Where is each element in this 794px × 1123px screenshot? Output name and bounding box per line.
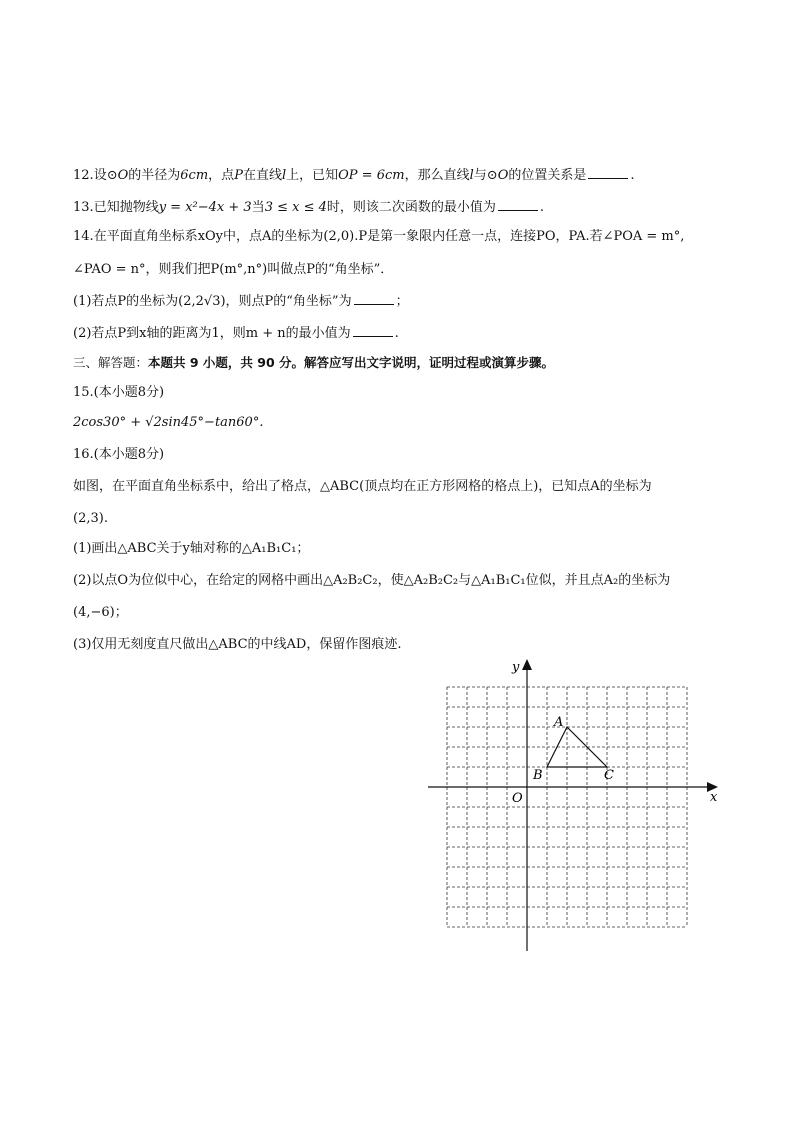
- math: l: [469, 168, 474, 183]
- question-15-expr: [73, 414, 263, 432]
- question-16-sub-2: [73, 572, 670, 590]
- text: 在直线: [242, 168, 282, 183]
- grid-lines: [447, 687, 687, 927]
- math: O: [117, 168, 129, 183]
- question-number: 14.: [73, 229, 94, 244]
- math: l: [281, 168, 287, 183]
- math: y = x²−4x + 3: [158, 200, 252, 215]
- question-12: [73, 166, 635, 185]
- answer-blank: [498, 198, 538, 211]
- text: ，点: [208, 168, 235, 183]
- section-label: 三、解答题：: [73, 355, 149, 370]
- math: O: [497, 168, 509, 183]
- question-16-line-1: [73, 478, 652, 496]
- question-16-sub-2b: [73, 604, 128, 622]
- x-axis-label: x: [710, 790, 718, 805]
- vertex-label-a: A: [554, 715, 564, 730]
- text: (1)若点P的坐标为(2,2√3)，则点P的“角坐标”为: [73, 294, 352, 309]
- math-expression: 2cos30° + √2sin45°−tan60°.: [73, 415, 264, 430]
- text: .: [539, 200, 545, 215]
- text: 设⊙: [93, 168, 118, 183]
- question-14-line-2: [73, 261, 393, 279]
- triangle-abc: [532, 715, 614, 783]
- text: 的位置关系是: [508, 168, 587, 183]
- answer-blank: [353, 324, 393, 337]
- question-heading: 16.(本小题8分): [73, 447, 165, 462]
- answer-blank: [354, 292, 394, 305]
- vertex-label-c: C: [604, 768, 614, 783]
- question-14-sub-1: [73, 292, 409, 311]
- text: 在平面直角坐标系xOy中，点A的坐标为(2,0).P是第一象限内任意一点，连接PO，PA.若∠POA = m°,: [93, 229, 685, 244]
- text: 当: [251, 200, 265, 215]
- y-axis-arrow: [522, 659, 532, 670]
- question-16-sub-1: [73, 540, 309, 558]
- math: OP = 6cm: [338, 168, 405, 183]
- vertex-label-b: B: [533, 768, 543, 783]
- text: 的半径为: [128, 168, 181, 183]
- math: 6cm: [180, 168, 209, 183]
- question-16-head: [73, 446, 164, 464]
- math: P: [234, 168, 243, 183]
- section-instructions: 本题共 9 小题，共 90 分。解答应写出文字说明，证明过程或演算步骤。: [148, 355, 555, 370]
- question-number: 13.: [73, 200, 94, 215]
- text: 时，则该二次函数的最小值为: [326, 200, 496, 215]
- question-number: 12.: [73, 168, 94, 183]
- math: 3 ≤ x ≤ 4: [264, 200, 327, 215]
- text: .: [394, 326, 399, 341]
- text: ∠PAO = n°，则我们把P(m°,n°)叫做点P的“角坐标”．: [73, 262, 394, 277]
- text: ，那么直线: [404, 168, 470, 183]
- question-16-line-2: [73, 510, 108, 528]
- text: (1)画出△ABC关于y轴对称的△A₁B₁C₁；: [73, 541, 310, 556]
- text: 已知抛物线: [93, 200, 159, 215]
- answer-blank: [588, 166, 628, 179]
- text: (2,3).: [73, 511, 108, 526]
- text: 如图，在平面直角坐标系中，给出了格点，△ABC(顶点均在正方形网格的格点上)，已知点A的坐标为: [73, 479, 652, 494]
- question-heading: 15.(本小题8分): [73, 385, 165, 400]
- text: 与⊙: [473, 168, 498, 183]
- text: .: [630, 168, 635, 183]
- text: (2)以点O为位似中心，在给定的网格中画出△A₂B₂C₂，使△A₂B₂C₂与△A₁B₁C₁位似，并且点A₂的坐标为: [73, 573, 671, 588]
- question-13: [73, 198, 544, 217]
- question-16-sub-3: [73, 636, 402, 654]
- question-14-sub-2: [73, 324, 399, 343]
- question-14-line-1: [73, 228, 684, 246]
- section-3-header: [73, 354, 554, 373]
- text: (3)仅用无刻度直尺做出△ABC的中线AD，保留作图痕迹.: [73, 637, 402, 652]
- text: ；: [395, 294, 409, 309]
- origin-label: O: [512, 791, 523, 806]
- question-15-head: [73, 384, 164, 402]
- coordinate-grid-figure: [420, 655, 730, 955]
- text: (2)若点P到x轴的距离为1，则m + n的最小值为: [73, 326, 351, 341]
- text: 上，已知: [286, 168, 339, 183]
- text: (4,−6)；: [73, 605, 128, 620]
- y-axis-label: y: [512, 660, 520, 675]
